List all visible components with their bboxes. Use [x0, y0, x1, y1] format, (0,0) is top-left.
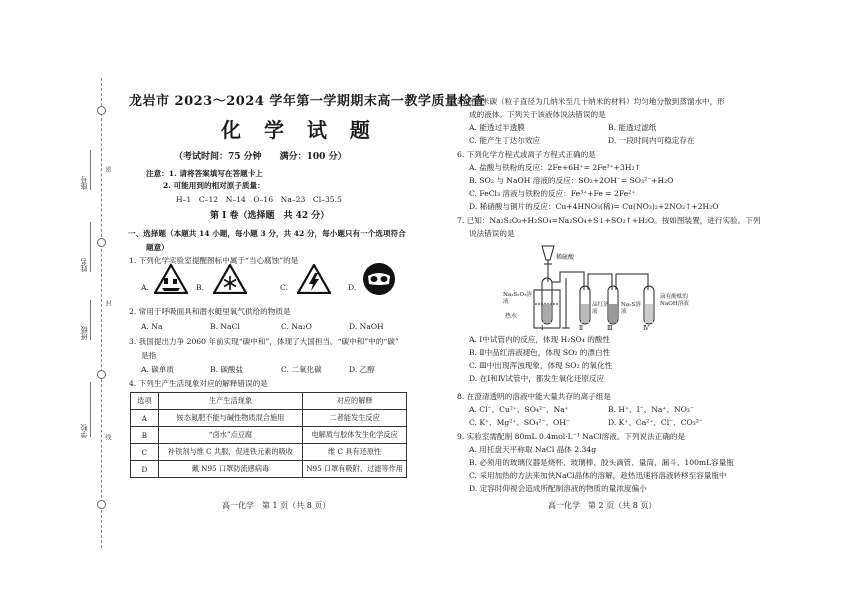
q7-option-a: A. Ⅰ中试管内的反应，体现 H₂SO₄ 的酸性	[469, 335, 610, 344]
label-hot-water: 热水	[505, 313, 518, 320]
table-cell: “卤水”点豆腐	[158, 427, 303, 444]
sidebar-label-seat: 座号	[80, 176, 88, 190]
question-5-stem: 5. 将纳米碳（粒子直径为几纳米至几十纳米的材料）均匀地分散到蒸馏水中，形	[457, 97, 725, 106]
q9-option-d: D. 定容时仰视会造成所配制溶液的物质的量浓度偏小	[469, 484, 647, 493]
table-cell: 补铁剂与维 C 共服，促进铁元素的吸收	[158, 444, 303, 461]
question-8-stem: 8. 在澄清透明的溶液中能大量共存的离子组是	[457, 392, 611, 401]
note-2: 2. 可能用到的相对原子质量：	[163, 181, 265, 190]
table-row	[131, 444, 407, 461]
q9-option-c: C. 采用加热的方法来加快NaCl晶体的溶解，趁热迅速将溶液转移至容量瓶中	[469, 471, 727, 480]
tube-label-4: Ⅳ	[643, 325, 649, 332]
question-5-stem-cont: 成的液体。下列关于该液体说法错误的是	[469, 110, 606, 119]
q2-option-a: A. Na	[141, 322, 163, 331]
sidebar-label-school: 学校	[80, 424, 88, 438]
fill-line	[90, 382, 91, 437]
question-7-stem-cont: 说法错误的是	[469, 229, 515, 238]
tube-label-3: Ⅲ	[607, 325, 613, 332]
col-header: 选项	[131, 393, 159, 410]
table-cell: A	[131, 410, 159, 427]
q1-option-c: C.	[280, 283, 288, 292]
section-heading: 一、选择题（本题共 14 小题，每小题 3 分，共 42 分，每小题只有一个选项符合	[128, 229, 406, 238]
q7-option-b: B. Ⅱ中品红溶液褪色，体现 SO₂ 的漂白性	[469, 348, 611, 357]
table-cell: B	[131, 427, 159, 444]
corrosive-icon	[154, 264, 188, 294]
label-sodium-sulfide: Na₂S溶液	[621, 302, 641, 315]
seal-word: 密	[104, 166, 111, 172]
tube-label-2: Ⅱ	[579, 325, 584, 332]
table-cell: 二者能发生反应	[303, 410, 407, 427]
q8-option-d: D. K⁺、Ca²⁺、Cl⁻、CO₃²⁻	[608, 418, 703, 427]
q4-table	[130, 392, 407, 478]
seal-line	[101, 78, 102, 548]
q7-option-c: C. Ⅲ中出现浑浊现象，体现 SO₂ 的氧化性	[469, 361, 613, 370]
seal-word: 线	[104, 434, 111, 440]
sidebar-label-name: 姓名	[80, 258, 88, 272]
q6-option-b: B. SO₂ 与 NaOH 溶液的反应：SO₂+2OH⁻= SO₃²⁻+H₂O	[469, 176, 674, 185]
table-cell: 电解质与胶体发生化学反应	[303, 427, 407, 444]
part-heading: 第 Ⅰ 卷（选择题 共 42 分）	[210, 211, 330, 221]
binding-hole-icon	[97, 370, 106, 379]
q3-option-d: D. 乙醇	[349, 365, 375, 374]
electric-hazard-icon	[297, 264, 331, 294]
question-3-stem: 3. 我国提出力争 2060 年前实现“碳中和”，体现了大国担当。“碳中和”中的“碳”	[129, 337, 399, 346]
experiment-apparatus-diagram	[500, 242, 690, 334]
question-9-stem: 9. 实验室需配制 80mL 0.4mol·L⁻¹ NaCl溶液。下列说法正确的是	[457, 432, 686, 441]
subject-title: 化 学 试 题	[221, 118, 378, 142]
question-1-stem: 1. 下列化学实验室提醒图标中属于“当心腐蚀”的是	[129, 256, 299, 265]
table-cell: C	[131, 444, 159, 461]
q9-option-a: A. 用托盘天平称取 NaCl 晶体 2.34g	[469, 445, 597, 454]
table-cell: 维 C 具有还原性	[303, 444, 407, 461]
q6-option-c: C. FeCl₃ 溶液与铁粉的反应：Fe³⁺+Fe = 2Fe²⁺	[469, 189, 636, 198]
binding-hole-icon	[97, 106, 106, 115]
fill-line	[90, 300, 91, 340]
q3-option-a: A. 碳单质	[141, 365, 175, 374]
table-header-row	[131, 393, 407, 410]
col-header: 生产生活现象	[158, 393, 303, 410]
seal-word: 封	[104, 300, 111, 306]
q1-option-d: D.	[348, 283, 357, 292]
q6-option-a: A. 盐酸与铁粉的反应：2Fe+6H⁺= 2Fe³⁺+3H₂↑	[469, 163, 641, 172]
table-row	[131, 410, 407, 427]
q6-option-d: D. 稀硝酸与铜片的反应：Cu+4HNO₃(稀)= Cu(NO₃)₂+2NO₂↑+2H₂O	[469, 202, 719, 211]
q5-option-d: D. 一段时间内可稳定存在	[608, 136, 695, 145]
note-1: 注意：1. 请将答案填写在答题卡上	[146, 169, 263, 178]
page-footer-right: 高一化学 第 2 页（共 8 页）	[548, 501, 657, 510]
goggles-icon	[362, 262, 396, 296]
sidebar-label-class: 班级	[80, 326, 88, 340]
page-footer-left: 高一化学 第 1 页（共 8 页）	[222, 501, 331, 510]
label-sodium-thiosulfate: Na₂S₂O₃溶液	[503, 292, 532, 305]
q7-option-d: D. 在Ⅰ和Ⅳ试管中，都发生氧化还原反应	[469, 374, 605, 383]
q5-option-a: A. 能透过半透膜	[469, 123, 525, 132]
q8-option-b: B. H⁺、I⁻、Na⁺、NO₃⁻	[608, 405, 694, 414]
table-cell: D	[131, 461, 159, 478]
exam-title: 龙岩市 2023～2024 学年第一学期期末高一教学质量检查	[129, 94, 486, 109]
question-2-stem: 2. 常用于呼吸面具和潜水艇里氧气供给的物质是	[129, 307, 291, 316]
time-info: （考试时间：75 分钟 满分：100 分）	[174, 152, 347, 162]
q2-option-b: B. NaCl	[210, 322, 240, 331]
table-row	[131, 461, 407, 478]
tube-label-1: Ⅰ	[541, 325, 544, 332]
binding-hole-icon	[97, 500, 106, 509]
fill-line	[90, 222, 91, 272]
q3-option-b: B. 碳酸盐	[210, 365, 244, 374]
q2-option-d: D. NaOH	[349, 322, 384, 331]
q8-option-c: C. K⁺、Mg²⁺、SO₄²⁻、OH⁻	[469, 418, 570, 427]
table-cell: 戴 N95 口罩防流感病毒	[158, 461, 303, 478]
q5-option-b: B. 能透过滤纸	[608, 123, 657, 132]
atomic-masses: H–1 C–12 N–14 O–16 Na–23 Cl–35.5	[176, 195, 342, 204]
section-heading-cont: 题意）	[146, 243, 169, 252]
binding-hole-icon	[97, 238, 106, 247]
q5-option-c: C. 能产生丁达尔效应	[469, 136, 541, 145]
label-naoh-phenolphthalein: 滴有酚酞的NaOH溶液	[660, 294, 689, 307]
q9-option-b: B. 必须用的玻璃仪器是烧杯、玻璃棒、胶头滴管、量筒、漏斗、100mL容量瓶	[469, 458, 734, 467]
table-row	[131, 427, 407, 444]
q1-option-a: A.	[141, 283, 149, 292]
table-cell: 铵态氮肥不能与碱性物质混合施用	[158, 410, 303, 427]
question-4-stem: 4. 下列生产生活现象对应的解释错误的是	[129, 379, 268, 388]
q3-option-c: C. 二氧化碳	[281, 365, 322, 374]
question-6-stem: 6. 下列化学方程式或离子方程式正确的是	[457, 150, 596, 159]
snowflake-icon	[213, 264, 247, 294]
question-3-stem-cont: 是指	[141, 351, 157, 360]
col-header: 对应的解释	[303, 393, 407, 410]
question-7-stem: 7. 已知：Na₂S₂O₃+H₂SO₄=Na₂SO₄+S↓+SO₂↑+H₂O。按如图装置，进行实验。下列	[457, 216, 761, 225]
fill-line	[90, 150, 91, 190]
q2-option-c: C. Na₂O	[281, 322, 312, 331]
label-magenta-solution: 品红溶液	[592, 302, 609, 315]
q1-option-b: B.	[196, 283, 204, 292]
q8-option-a: A. Cl⁻、Cu²⁺、SO₄²⁻、Na⁺	[469, 405, 569, 414]
label-dilute-sulfuric-acid: 稀硫酸	[556, 254, 575, 261]
table-cell: N95 口罩有吸附、过滤等作用	[303, 461, 407, 478]
